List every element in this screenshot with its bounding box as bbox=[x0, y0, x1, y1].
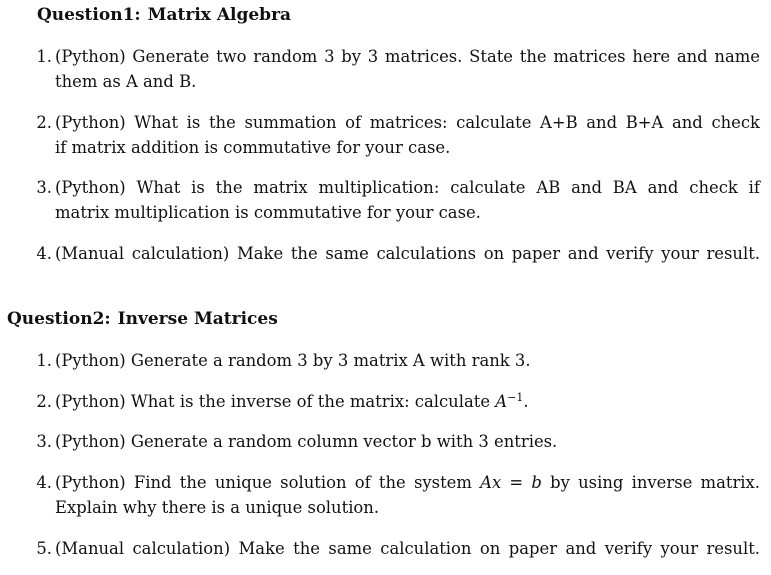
q2-item-5-number: 5. bbox=[36, 539, 52, 558]
q2-item-1-number: 1. bbox=[36, 351, 52, 370]
q1-item-2-number: 2. bbox=[36, 113, 52, 132]
question2-number: Question2: bbox=[7, 309, 111, 329]
q2-item-2-period: . bbox=[523, 392, 529, 411]
q1-item-3-line-2: matrix multiplication is commutative for your case. bbox=[55, 203, 481, 222]
q2-item-3-number: 3. bbox=[36, 432, 52, 451]
question2-title: Inverse Matrices bbox=[117, 309, 278, 329]
q2-item-4-number: 4. bbox=[36, 473, 52, 492]
question2-heading bbox=[7, 308, 278, 330]
q2-item-4-line-2: Explain why there is a unique solution. bbox=[55, 498, 380, 517]
q1-item-3-number: 3. bbox=[36, 178, 52, 197]
q2-item-4-text-before: (Python) Find the unique solution of the system bbox=[55, 473, 481, 492]
question1-heading bbox=[37, 4, 291, 26]
q2-item-1-line-1: (Python) Generate a random 3 by 3 matrix A with rank 3. bbox=[55, 351, 531, 370]
q1-item-2-line-1: (Python) What is the summation of matrices: calculate A+B and B+A and check bbox=[55, 113, 760, 132]
question1-number: Question1: bbox=[37, 5, 141, 25]
q2-item-3-line-1: (Python) Generate a random column vector b with 3 entries. bbox=[55, 432, 558, 451]
q2-list-item-4 bbox=[30, 470, 760, 520]
q2-item-5-line-1: (Manual calculation) Make the same calculation on paper and verify your result. bbox=[55, 539, 760, 558]
q1-list-item-4 bbox=[30, 241, 760, 266]
q1-item-2-line-2: if matrix addition is commutative for your case. bbox=[55, 138, 451, 157]
q2-list-item-1 bbox=[30, 348, 760, 373]
inverse-matrix-exponent: −1 bbox=[507, 391, 524, 404]
q1-list-item-2 bbox=[30, 110, 760, 160]
q2-item-4-line-1 bbox=[55, 470, 760, 495]
inverse-matrix-base: A bbox=[495, 392, 508, 411]
q2-list-item-5 bbox=[30, 536, 760, 561]
q2-list-item-3 bbox=[30, 429, 760, 454]
q1-list-item-3 bbox=[30, 175, 760, 225]
q2-item-2-line-1 bbox=[55, 389, 760, 414]
linear-system-equation: Ax = b bbox=[480, 473, 542, 492]
q2-item-4-text-after: by using inverse matrix. bbox=[541, 473, 760, 492]
q2-item-2-text: (Python) What is the inverse of the matrix: calculate bbox=[55, 392, 496, 411]
q1-item-4-number: 4. bbox=[36, 244, 52, 263]
q2-list-item-2 bbox=[30, 389, 760, 414]
q2-item-2-number: 2. bbox=[36, 392, 52, 411]
q1-item-4-line-1: (Manual calculation) Make the same calculations on paper and verify your result. bbox=[55, 244, 760, 263]
q1-list-item-1 bbox=[30, 44, 760, 94]
q1-item-1-number: 1. bbox=[36, 47, 52, 66]
q1-item-3-line-1: (Python) What is the matrix multiplication: calculate AB and BA and check if bbox=[55, 178, 760, 197]
question1-title: Matrix Algebra bbox=[147, 5, 292, 25]
q1-item-1-line-1: (Python) Generate two random 3 by 3 matrices. State the matrices here and name bbox=[55, 47, 760, 66]
inverse-matrix-expression bbox=[495, 392, 523, 411]
q1-item-1-line-2: them as A and B. bbox=[55, 72, 197, 91]
